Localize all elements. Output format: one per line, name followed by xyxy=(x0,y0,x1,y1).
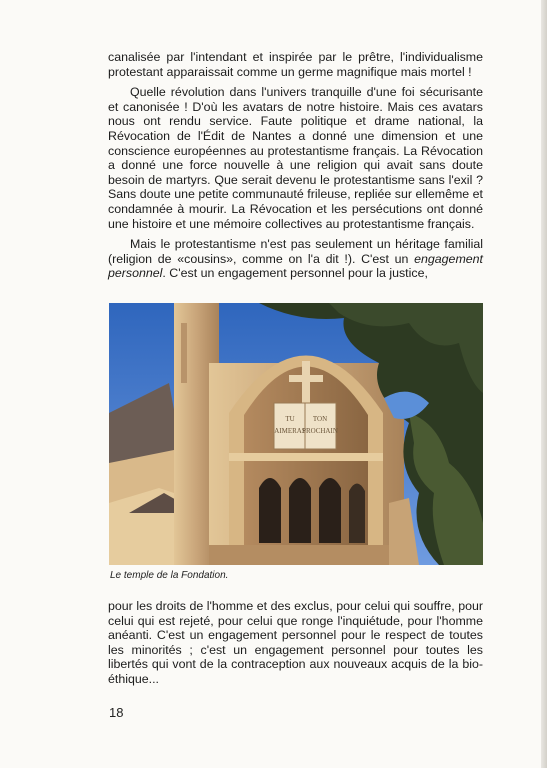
tablet-text: PROCHAIN xyxy=(302,427,338,435)
cross xyxy=(302,361,310,409)
page-number: 18 xyxy=(109,705,124,720)
tablet-text: AIMERAS xyxy=(274,427,306,435)
arched-window xyxy=(349,484,365,544)
paragraph: Quelle révolution dans l'univers tranquille d'une foi sécurisante et canonisée ! D'où les avatars de notre histoire. Mais ces avatars nous ont rendu service. Faute politique et drame national, la Révocation de l'Édit de Nantes a donné une dimension et une conscience européennes au protestantisme français. La Révocation a donné une force nouvelle à une religion qui avait sans doute besoin de martyrs. Que serait devenu le protestantisme sans l'exil ? Sans doute une petite communauté frileuse, repliée sur ellemême et condamnée à mourir. La Révocation et les persécutions ont donné une histoire et une mémoire collectives au protestantisme français. xyxy=(108,85,483,231)
paragraph: canalisée par l'intendant et inspirée par le prêtre, l'individualisme protestant apparaissait comme un germe magnifique mais mortel ! xyxy=(108,50,483,79)
arched-window xyxy=(319,478,341,543)
emphasis-text: engagement personnel xyxy=(108,251,483,281)
temple-photo xyxy=(109,303,483,565)
page-edge xyxy=(541,0,547,768)
body-text-top xyxy=(108,50,483,281)
tower-slit xyxy=(181,323,187,383)
arched-window xyxy=(289,478,311,543)
body-text-bottom xyxy=(108,599,483,687)
paragraph-text: . C'est un engagement personnel pour la justice, xyxy=(162,266,428,281)
tablet-text: TU xyxy=(285,415,295,423)
paragraph-text: Mais le protestantisme n'est pas seulement un héritage familial (religion de «cousins», comme on l'a dit !). C'est un xyxy=(108,237,483,266)
paragraph: pour les droits de l'homme et des exclus, pour celui qui souffre, pour celui qui est rejeté, pour celui que ronge l'inquiétude, pour l'homme anéanti. C'est un engagement personnel pour le respect de toutes les minorités ; c'est un engagement personnel pour toutes les libertés qui vont de la contraception aux nouveaux acquis de la bio-éthique... xyxy=(108,599,483,686)
photo-caption: Le temple de la Fondation. xyxy=(110,570,229,581)
arched-window xyxy=(259,478,281,543)
paragraph xyxy=(108,237,483,281)
tablet-text: TON xyxy=(312,415,328,423)
ledge xyxy=(229,453,383,461)
cross-bar xyxy=(289,375,323,382)
temple-illustration xyxy=(109,303,483,565)
base xyxy=(209,545,404,565)
